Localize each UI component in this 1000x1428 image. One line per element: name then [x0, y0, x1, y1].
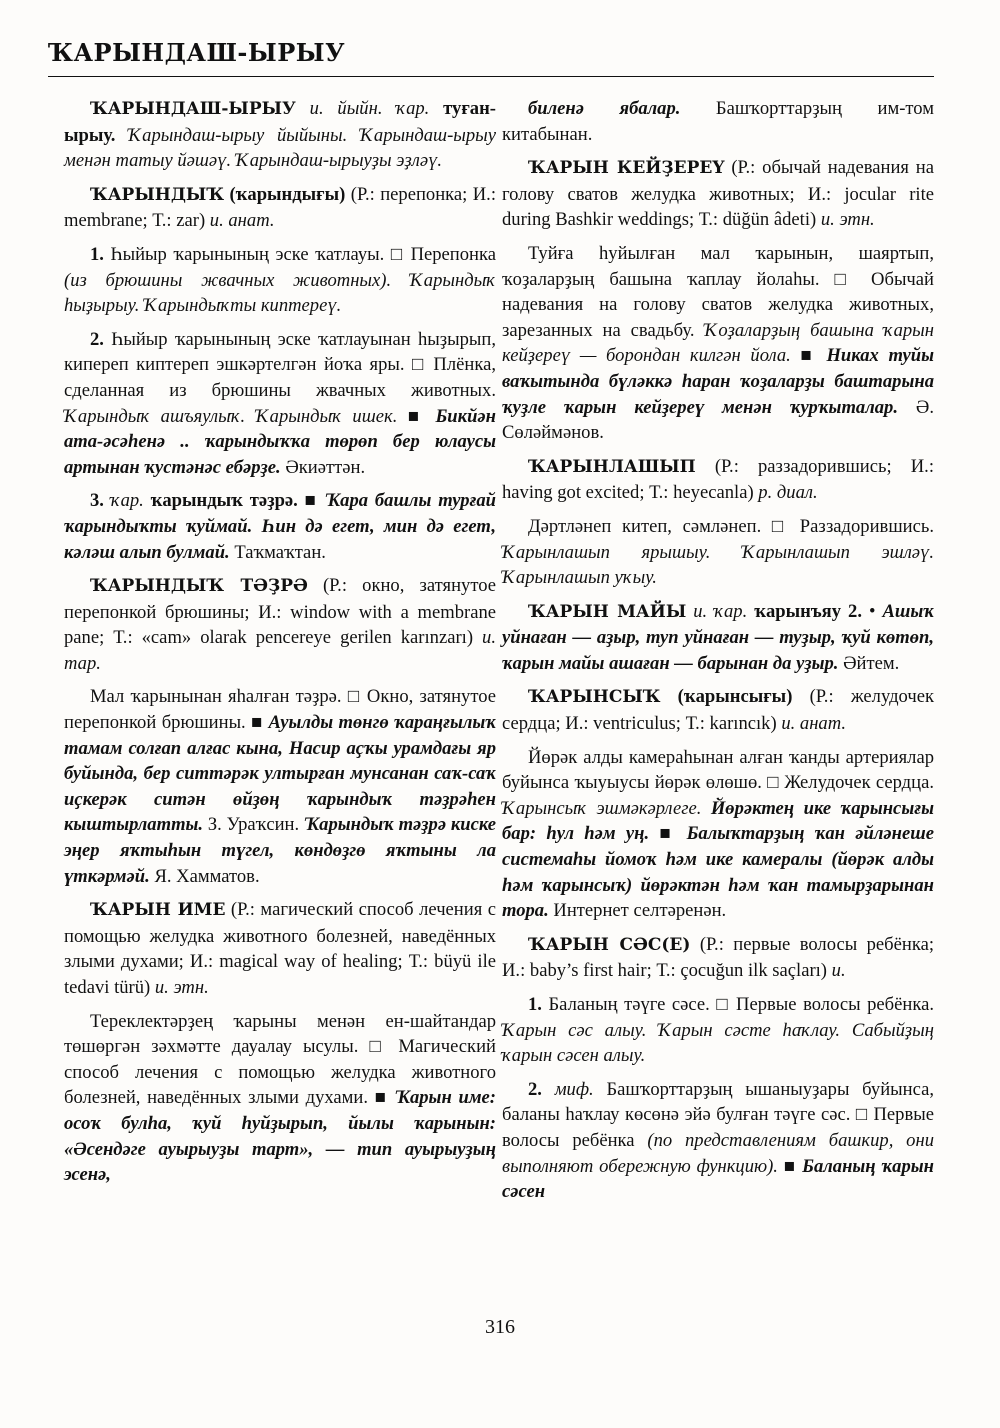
entry-text: Баланың тәүге сәсе. □ Первые волосы ребёнка. — [548, 994, 934, 1015]
entry-text: Тереклектәрҙең ҡарыны менән ен-шайтандар төшөргән зәхмәтте дауалау ысулы. □ Магический способ лечения с помощью желудка животного болезней, наведённых злыми духами. ■ — [64, 1010, 496, 1109]
entry-text: Ҡарындаш-ырыу йыйыны. Ҡарындаш-ырыу менән татыу йәшәү. Ҡарындаш-ырыуҙы эҙләү. — [64, 124, 496, 172]
dictionary-entry — [64, 1009, 496, 1188]
headword: ҠАРЫНЛАШЫП — [528, 456, 696, 477]
dictionary-entry — [502, 96, 934, 147]
entry-text: и. йыйн. ҡар. — [295, 98, 444, 119]
entry-text: Йөрәктең ике ҡарынсығы бар: һул һәм уң. — [502, 797, 934, 845]
entry-text: Балыҡтарҙың ҡан әйләнеше системаһы йомоҡ һәм ике камералы (йөрәк алды һәм ҡарынсыҡ) йөрәктән һәм ҡан тамырҙарынан тора. — [502, 823, 934, 922]
dictionary-entry — [502, 932, 934, 984]
headword: ҠАРЫНСЫҠ — [528, 687, 661, 708]
dictionary-entry — [64, 327, 496, 481]
dictionary-entry — [502, 992, 934, 1069]
header-rule — [48, 76, 934, 77]
entry-text: 2. — [90, 328, 112, 350]
dictionary-entry — [64, 96, 496, 174]
entry-text: ■ — [790, 345, 827, 367]
entry-text: З. Ураҡсин. — [203, 814, 304, 836]
entry-text: Туйға һуйылған мал ҡарынын, шаяртып, ҡоҙаларҙың башына ҡаплау йолаһы. □ Обычай надевания на голову сватов желудка животных, зарезанных на свадьбу. — [502, 242, 934, 341]
headword: ҠАРЫНДЫҠ ТӘҘРӘ — [90, 576, 308, 597]
entry-text: Мал ҡарынынан яһалған тәҙрә. □ Окно, затянутое перепонкой брюшины. ■ — [64, 686, 496, 734]
entry-text: Никах туйы ваҡытында бүләккә һаран ҡоҙаларҙы баштарына ҡуҙле ҡарын кейҙереү менән ҡурҡыталар. — [502, 345, 934, 418]
dictionary-entry — [502, 155, 934, 233]
entry-text: (по представлениям башкир, они выполняют обережную функцию). — [502, 1129, 935, 1177]
dictionary-entry — [502, 745, 934, 924]
dictionary-entry — [502, 454, 934, 506]
entry-text: 1. — [90, 243, 111, 265]
entry-text: (из брюшины жвачных животных). Ҡарындыҡ һыҙырыу. Ҡарындыҡты киптереү. — [64, 269, 496, 317]
right-column — [502, 96, 934, 1213]
entry-text: Әйтем. — [838, 652, 900, 674]
entry-text: (ҡарындығы) — [224, 183, 346, 205]
entry-text: (Р.: первые волосы ребёнка; И.: baby’s first hair; Т.: çocuğun ilk saçları) — [502, 933, 934, 982]
entry-text: и. анат. — [781, 713, 847, 735]
entry-text: Йөрәк алды камераһынан алған ҡанды артериялар буйынса ҡыуыусы йөрәк өлөшө. □ Желудочек сердца. — [502, 746, 934, 794]
entry-text: • — [861, 600, 883, 622]
entry-text: 1. — [528, 994, 549, 1015]
headword: ҠАРЫНДЫҠ — [90, 184, 225, 205]
dictionary-entry — [64, 488, 496, 565]
entry-text: Һыйыр ҡарынының эске ҡатлауынан һыҙырып, кипереп киптереп эшкәртелгән йоҡа яры. □ Плёнка, сделанная из брюшины жвачных животных. — [64, 328, 496, 401]
entry-text: Ә. Сөләймәнов. — [502, 396, 934, 444]
running-head: ҠАРЫНДАШ-ЫРЫУ — [48, 38, 346, 67]
entry-text: Ауылды төнгө ҡараңғылыҡ тамам солғап алғас кына, Насир аҫҡы урамдағы яр буйында, бер ситтәрәк ултырған мунсанан саҡ-саҡ иҫкерәк ситән өйҙөң ҡарындыҡ тәҙрәһен кыштырлатты. — [64, 712, 496, 836]
entry-text: Әкиәттән. — [280, 456, 366, 478]
entry-text: (Р.: окно, затянутое перепонкой брюшины; И.: window with a membrane pane; Т.: «cam» olarak pencereye gerilen karınzarı) — [64, 575, 496, 649]
headword: ҠАРЫН КЕЙҘЕРЕҮ — [528, 158, 725, 179]
entry-text: и. — [831, 960, 846, 982]
entry-text: р. диал. — [758, 482, 818, 504]
entry-text: и. этн. — [820, 209, 875, 231]
dictionary-entry — [502, 684, 934, 736]
headword: ҠАРЫНДАШ-ЫРЫУ — [90, 99, 296, 119]
entry-text: ■ — [397, 405, 436, 427]
entry-text: 3. — [90, 490, 111, 512]
entry-text: (ҡарынсығы) — [660, 686, 793, 708]
entry-text: (Р.: магический способ лечения с помощью желудка животного болезней, наведённых злыми духами; И.: magical way of healing; Т.: büyü ile tedavi türü) — [64, 899, 496, 998]
entry-text: Дәртләнеп китеп, сәмләнеп. □ Раззадорившись. — [528, 515, 934, 537]
dictionary-entry — [64, 684, 496, 889]
entry-text: Ҡарындыҡ тәҙрә киске эңер яҡтыһын түгел, көндөҙгө яҡтыны ла үткәрмәй. — [64, 814, 496, 887]
entry-text: (Р.: перепонка; И.: membrane; Т.: zar) — [64, 183, 496, 232]
entry-text: 2. — [528, 1078, 555, 1100]
dictionary-entry — [502, 514, 934, 591]
entry-text: Башҡорттарҙың ышаныуҙары буйынса, баланы һаҡлау көсөнә эйә булған тәүге сәс. □ Первые волосы ребёнка — [502, 1078, 935, 1151]
entry-text: Ҡара башлы турғай ҡарындыҡты ҡуймай. Һин дә егет, мин дә егет, кәләш алып булмай. — [64, 490, 497, 563]
dictionary-entry — [502, 599, 934, 677]
entry-text: ■ — [777, 1155, 803, 1177]
left-column — [64, 96, 496, 1196]
dictionary-entry — [64, 897, 496, 1000]
entry-text: Бикйән ата-әсәһенә .. ҡарындыҡҡа төрөп бер юлаусы артынан ҡустәнәс ебәрҙе. — [64, 405, 496, 478]
page-number: 316 — [485, 1316, 515, 1338]
entry-text: Баланың ҡарын сәсен — [502, 1155, 935, 1203]
entry-text: Ҡоҙаларҙың башына ҡарын кейҙереү — борондан килгән йола. — [502, 319, 934, 367]
entry-text: ҡар. — [110, 490, 151, 512]
entry-text: ■ — [297, 490, 325, 512]
dictionary-entry — [64, 573, 496, 676]
entry-text: и. ҡар. — [686, 600, 755, 622]
entry-text: туған-ырыу. — [64, 98, 496, 146]
entry-text: Ашыҡ уйнаған — аҙыр, туп уйнаған — туҙыр, ҡуй көтөп, ҡарын майы ашаған — барынан да уҙыр. — [502, 600, 934, 674]
entry-text: биленә ябалар. — [528, 98, 681, 119]
entry-text: Ҡарын име: осоҡ булһа, ҡуй һуйҙырып, йылы ҡарынын: «Әсендәге ауырыуҙы тарт», — тип ауырыуҙың эсенә, — [64, 1087, 496, 1186]
entry-text: ҡарынъяу 2. — [754, 600, 862, 622]
entry-text — [701, 798, 710, 819]
headword: ҠАРЫН СӘС(Е) — [528, 934, 691, 955]
entry-text: Я. Хамматов. — [149, 865, 260, 887]
entry-text: и. анат. — [209, 210, 275, 232]
entry-text: и. тар. — [64, 627, 496, 674]
entry-text: (Р.: раззадорившись; И.: having got excited; Т.: heyecanla) — [502, 455, 934, 504]
dictionary-entry — [502, 241, 934, 446]
entry-text: Интернет селтәренән. — [548, 900, 727, 922]
entry-text: ҡарындыҡ тәҙрә. — [150, 490, 298, 512]
entry-text: Ҡарынсыҡ эшмәкәрлеге. — [502, 797, 702, 819]
entry-text: Таҡмаҡтан. — [229, 541, 326, 563]
headword: ҠАРЫН МАЙЫ — [528, 601, 687, 622]
dictionary-entry — [502, 1077, 934, 1205]
entry-text: Ҡарынлашып ярышыу. Ҡарынлашып эшләү. Ҡарынлашып уҡыу. — [502, 541, 934, 589]
entry-text: Ҡарын сәс алыу. Ҡарын сәсте һаҡлау. Сабыйҙың ҡарын сәсен алыу. — [502, 1019, 934, 1067]
entry-text: и. этн. — [154, 977, 209, 998]
entry-text: Башҡорттарҙың им-том китабынан. — [502, 98, 935, 145]
entry-text: Һыйыр ҡарынының эске ҡатлауы. □ Перепонка — [110, 243, 497, 265]
dictionary-entry — [64, 182, 496, 234]
entry-text: миф. — [554, 1078, 594, 1100]
entry-text: ■ — [649, 823, 687, 845]
headword: ҠАРЫН ИМЕ — [90, 900, 226, 921]
entry-text: (Р.: обычай надевания на голову сватов желудка животных; И.: jocular rite during Bashkir weddings; Т.: düğün âdeti) — [502, 157, 934, 231]
dictionary-entry — [64, 242, 496, 319]
entry-text: Ҡарындыҡ ашъяулыҡ. Ҡарындыҡ ишек. — [64, 405, 398, 427]
entry-text: (Р.: желудочек сердца; И.: ventriculus; Т.: karıncık) — [502, 686, 934, 735]
